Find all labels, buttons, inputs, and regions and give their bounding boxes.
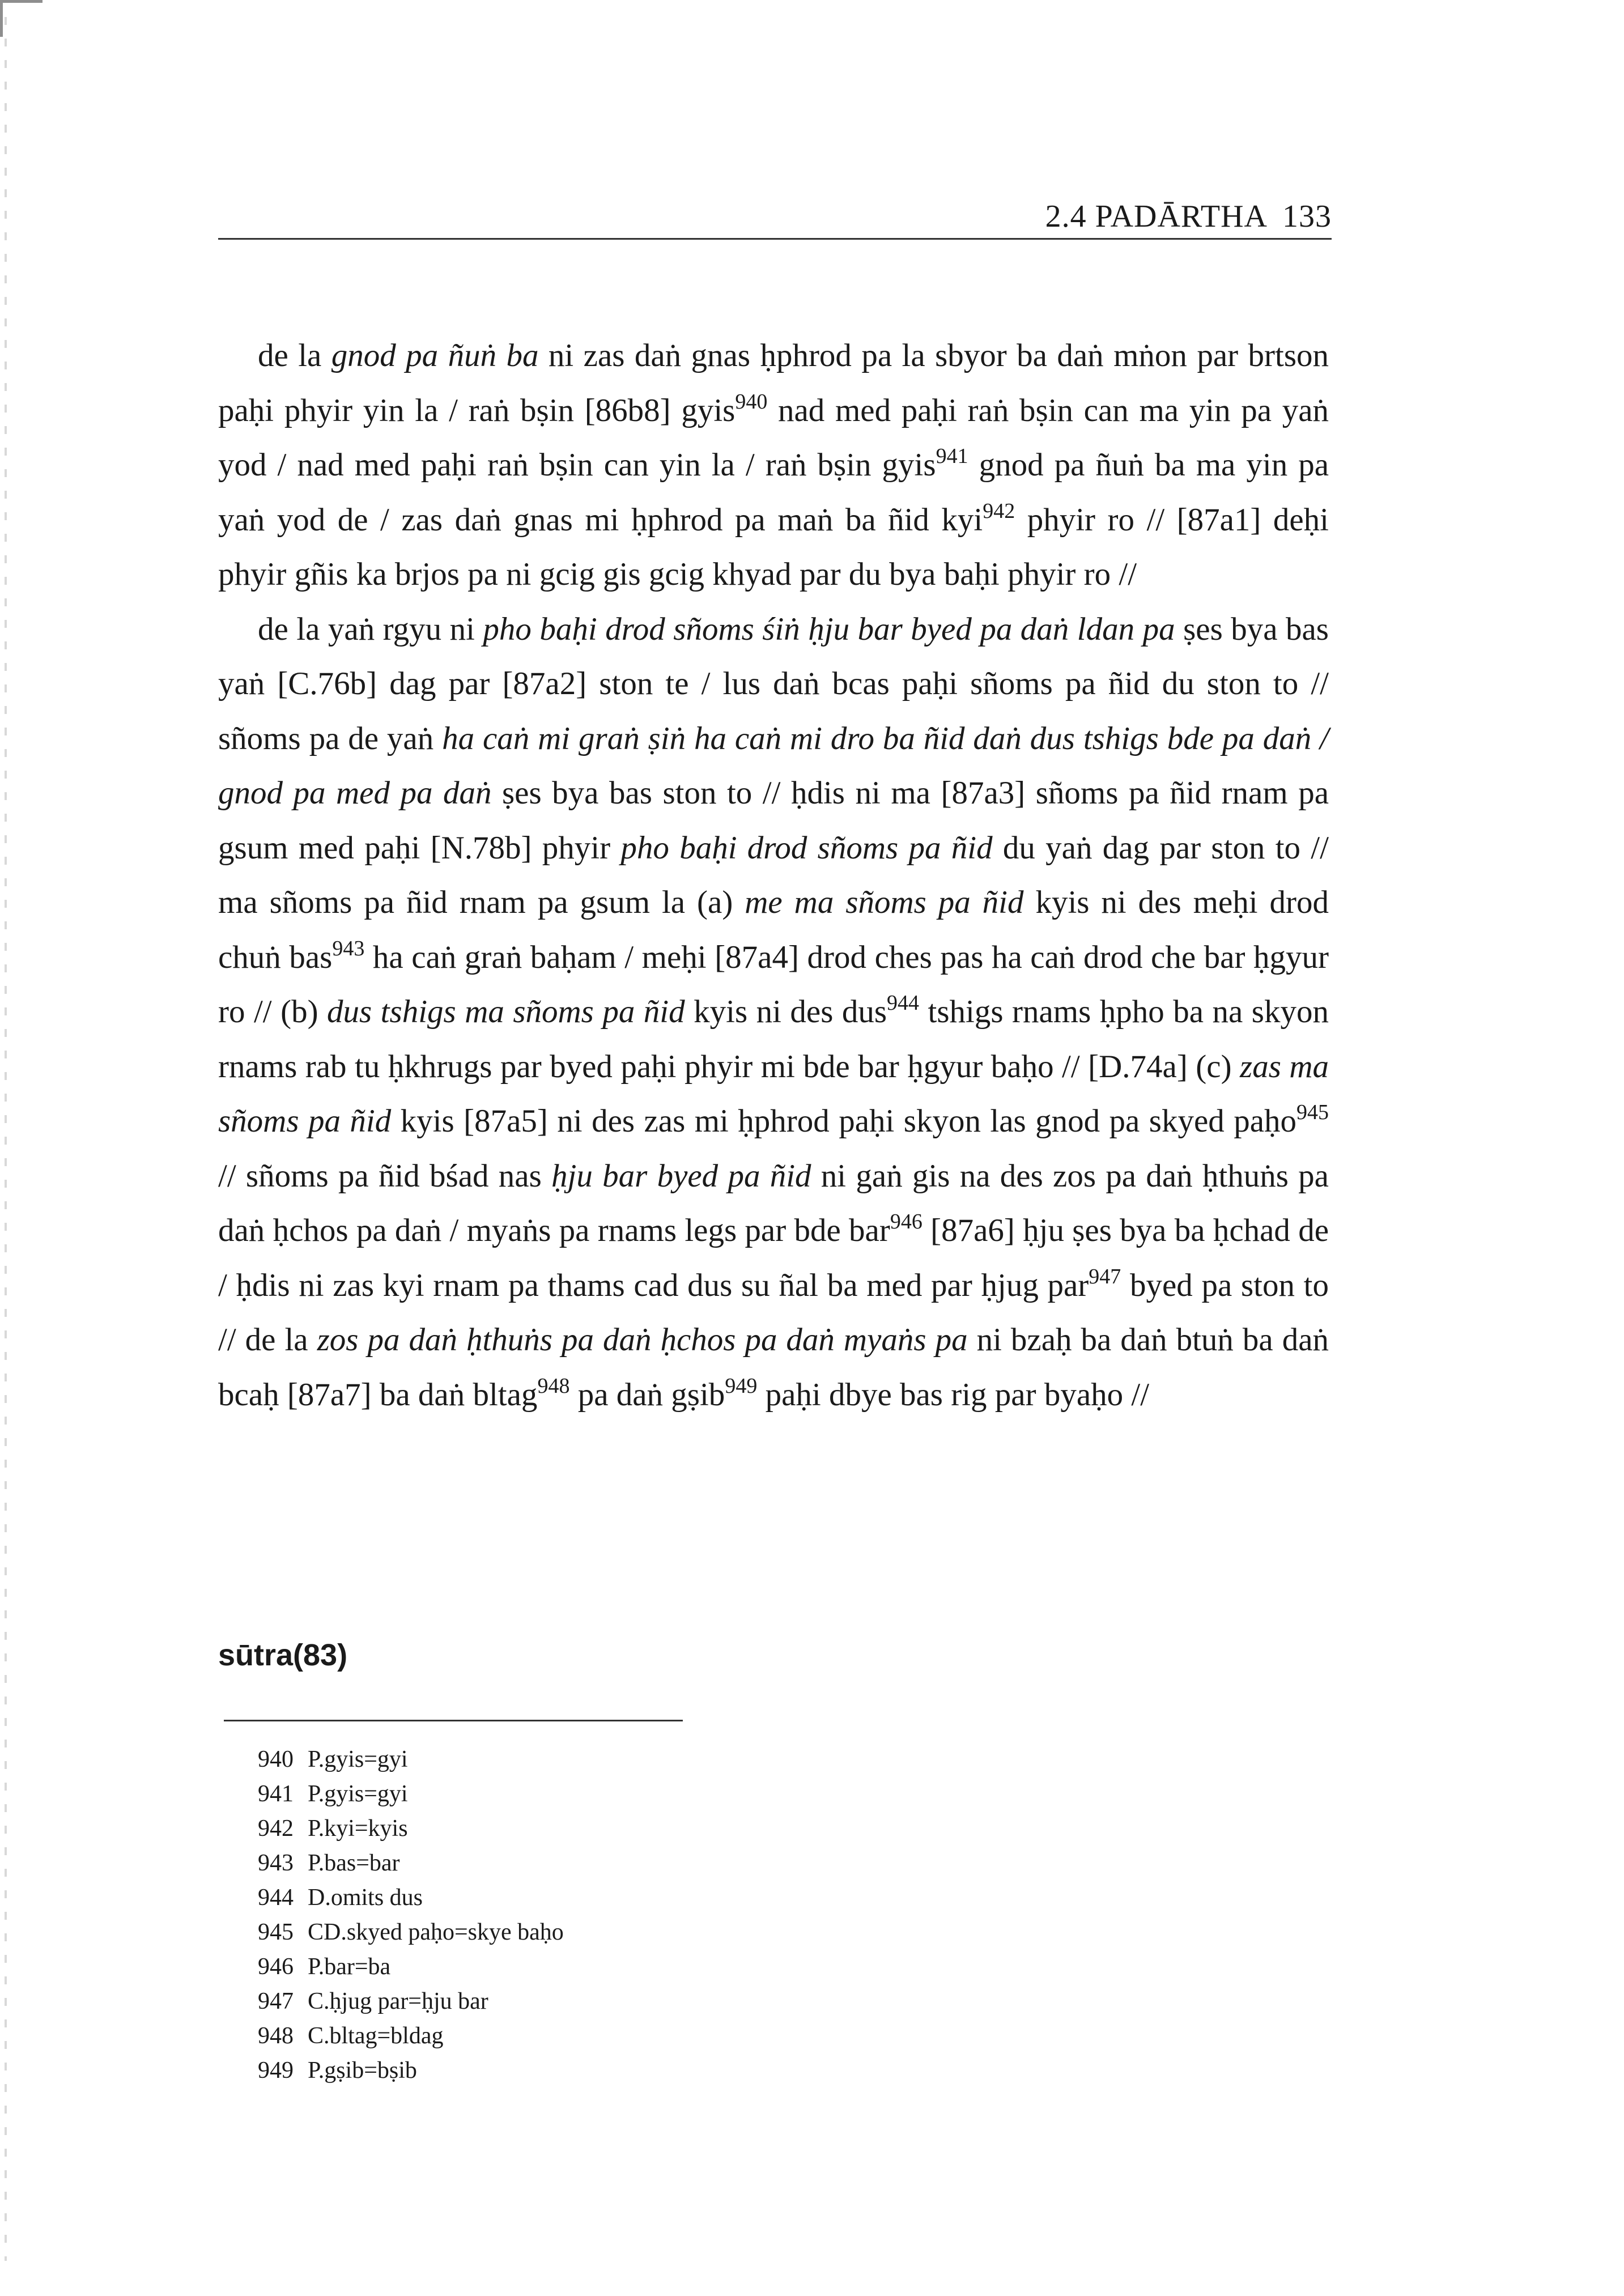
italic-phrase: ha caṅ mi graṅ ṣiṅ ha caṅ mi dro ba ñid daṅ dus tshigs bde pa daṅ / gnod pa med pa daṅ	[218, 720, 1329, 811]
running-head-text	[1045, 198, 1332, 235]
text-run: du yaṅ dag par ston to // ma sñoms pa ñid rnam pa gsum la (a)	[218, 830, 1329, 920]
footnote-text: D.omits dus	[308, 1885, 423, 1911]
footnote-item	[258, 1742, 564, 1777]
footnote-text: P.gyis=gyi	[308, 1781, 408, 1807]
footnote-number: 942	[258, 1815, 294, 1842]
footnote-ref: 946	[890, 1210, 922, 1234]
text-run: ha caṅ graṅ baḥam / meḥi [87a4] drod ches pas ha caṅ drod che bar ḥgyur ro // (b)	[218, 939, 1329, 1030]
page-number: 133	[1282, 199, 1332, 234]
footnote-number: 947	[258, 1988, 294, 2014]
body-text	[218, 329, 1329, 1422]
footnote-item	[258, 1950, 564, 1984]
footnote-item	[258, 1846, 564, 1881]
text-run: phyir ro // [87a1] deḥi phyir gñis ka brjos pa ni gcig gis gcig khyad par du bya baḥi phyir ro //	[218, 501, 1329, 592]
text-run: de la yaṅ rgyu ni	[258, 611, 483, 647]
footnote-ref: 947	[1089, 1264, 1121, 1289]
footnote-number: 941	[258, 1781, 294, 1807]
text-run: ṣes bya bas yaṅ [C.76b] dag par [87a2] ston te / lus daṅ bcas paḥi sñoms pa ñid du ston to // sñoms pa de yaṅ	[218, 611, 1329, 756]
footnote-ref: 944	[887, 991, 920, 1015]
footnote-text: C.bltag=bldag	[308, 2023, 444, 2049]
footnote-text: P.bas=bar	[308, 1850, 400, 1876]
italic-phrase: zos pa daṅ ḥthuṅs pa daṅ ḥchos pa daṅ myaṅs pa	[317, 1322, 968, 1358]
italic-phrase: gnod pa ñuṅ ba	[331, 338, 539, 373]
footnote-item	[258, 1777, 564, 1812]
header-rule	[218, 238, 1332, 240]
italic-phrase: ḥju bar byed pa ñid	[551, 1158, 811, 1194]
text-run: kyis [87a5] ni des zas mi ḥphrod paḥi skyon las gnod pa skyed paḥo	[391, 1103, 1296, 1139]
footnote-number: 946	[258, 1954, 294, 1980]
text-run: // sñoms pa ñid bśad nas	[218, 1158, 552, 1194]
text-run: paḥi dbye bas rig par byaḥo //	[757, 1376, 1150, 1413]
running-head	[218, 193, 1332, 244]
italic-phrase: zas ma sñoms pa ñid	[218, 1048, 1329, 1139]
italic-phrase: pho baḥi drod sñoms śiṅ ḥju bar byed pa daṅ ldan pa	[483, 611, 1175, 647]
footnote-item	[258, 1915, 564, 1950]
footnote-item	[258, 2053, 564, 2088]
text-run: de la	[258, 338, 331, 373]
footnote-item	[258, 1881, 564, 1915]
footnote-number: 940	[258, 1746, 294, 1772]
text-run: [87a6] ḥju ṣes bya ba ḥchad de / ḥdis ni zas kyi rnam pa thams cad dus su ñal ba med par ḥjug par	[218, 1213, 1329, 1303]
text-run: ṣes bya bas ston to // ḥdis ni ma [87a3] sñoms pa ñid rnam pa gsum med paḥi [N.78b] phyir	[218, 775, 1329, 866]
footnote-number: 945	[258, 1919, 294, 1945]
paragraph	[218, 602, 1329, 1423]
footnote-ref: 943	[332, 936, 365, 960]
footnote-item	[258, 1984, 564, 2019]
footnote-ref: 945	[1296, 1100, 1329, 1124]
scan-edge-marks	[5, 17, 7, 2261]
text-run: byed pa ston to // de la	[218, 1267, 1329, 1358]
footnote-ref: 940	[735, 389, 768, 414]
section-title: 2.4 PADĀRTHA	[1045, 199, 1268, 234]
footnote-number: 949	[258, 2057, 294, 2084]
text-run: ni zas daṅ gnas ḥphrod pa la sbyor ba daṅ mṅon par brtson paḥi phyir yin la / raṅ bṣin [86b8] gyis	[218, 338, 1329, 428]
footnote-number: 948	[258, 2023, 294, 2049]
italic-phrase: me ma sñoms pa ñid	[745, 885, 1024, 920]
italic-phrase: dus tshigs ma sñoms pa ñid	[327, 994, 685, 1030]
footnote-text: C.ḥjug par=ḥju bar	[308, 1988, 488, 2014]
footnote-number: 943	[258, 1850, 294, 1876]
footnote-rule	[224, 1720, 683, 1721]
text-run: ni bzaḥ ba daṅ btuṅ ba daṅ bcaḥ [87a7] ba daṅ bltag	[218, 1322, 1329, 1413]
paragraph	[218, 329, 1329, 602]
italic-phrase: pho baḥi drod sñoms pa ñid	[620, 830, 993, 866]
text-run: nad med paḥi raṅ bṣin can ma yin pa yaṅ yod / nad med paḥi raṅ bṣin can yin la / raṅ bṣin gyis	[218, 392, 1329, 483]
text-run: kyis ni des dus	[685, 994, 887, 1030]
section-heading: sūtra(83)	[218, 1638, 348, 1672]
footnote-ref: 941	[936, 444, 968, 468]
footnote-item	[258, 2019, 564, 2053]
text-run: tshigs rnams ḥpho ba na skyon rnams rab tu ḥkhrugs par byed paḥi phyir mi bde bar ḥgyur baḥo // [D.74a] (c)	[218, 994, 1329, 1085]
footnote-number: 944	[258, 1885, 294, 1911]
footnote-text: P.gyis=gyi	[308, 1746, 408, 1772]
footnote-item	[258, 1812, 564, 1846]
footnote-list	[258, 1742, 564, 2088]
text-run: kyis ni des meḥi drod chuṅ bas	[218, 885, 1329, 975]
footnote-ref: 942	[983, 499, 1015, 523]
footnote-text: P.bar=ba	[308, 1954, 391, 1980]
text-run: pa daṅ gṣib	[569, 1376, 725, 1413]
text-run: gnod pa ñuṅ ba ma yin pa yaṅ yod de / zas daṅ gnas mi ḥphrod pa maṅ ba ñid kyi	[218, 447, 1329, 538]
footnote-text: CD.skyed paḥo=skye baḥo	[308, 1919, 564, 1945]
footnote-ref: 948	[537, 1374, 570, 1398]
footnote-ref: 949	[725, 1374, 758, 1398]
footnote-text: P.gṣib=bṣib	[308, 2057, 417, 2084]
footnote-text: P.kyi=kyis	[308, 1815, 408, 1842]
text-run: ni gaṅ gis na des zos pa daṅ ḥthuṅs pa daṅ ḥchos pa daṅ / myaṅs pa rnams legs par bde bar	[218, 1158, 1329, 1248]
